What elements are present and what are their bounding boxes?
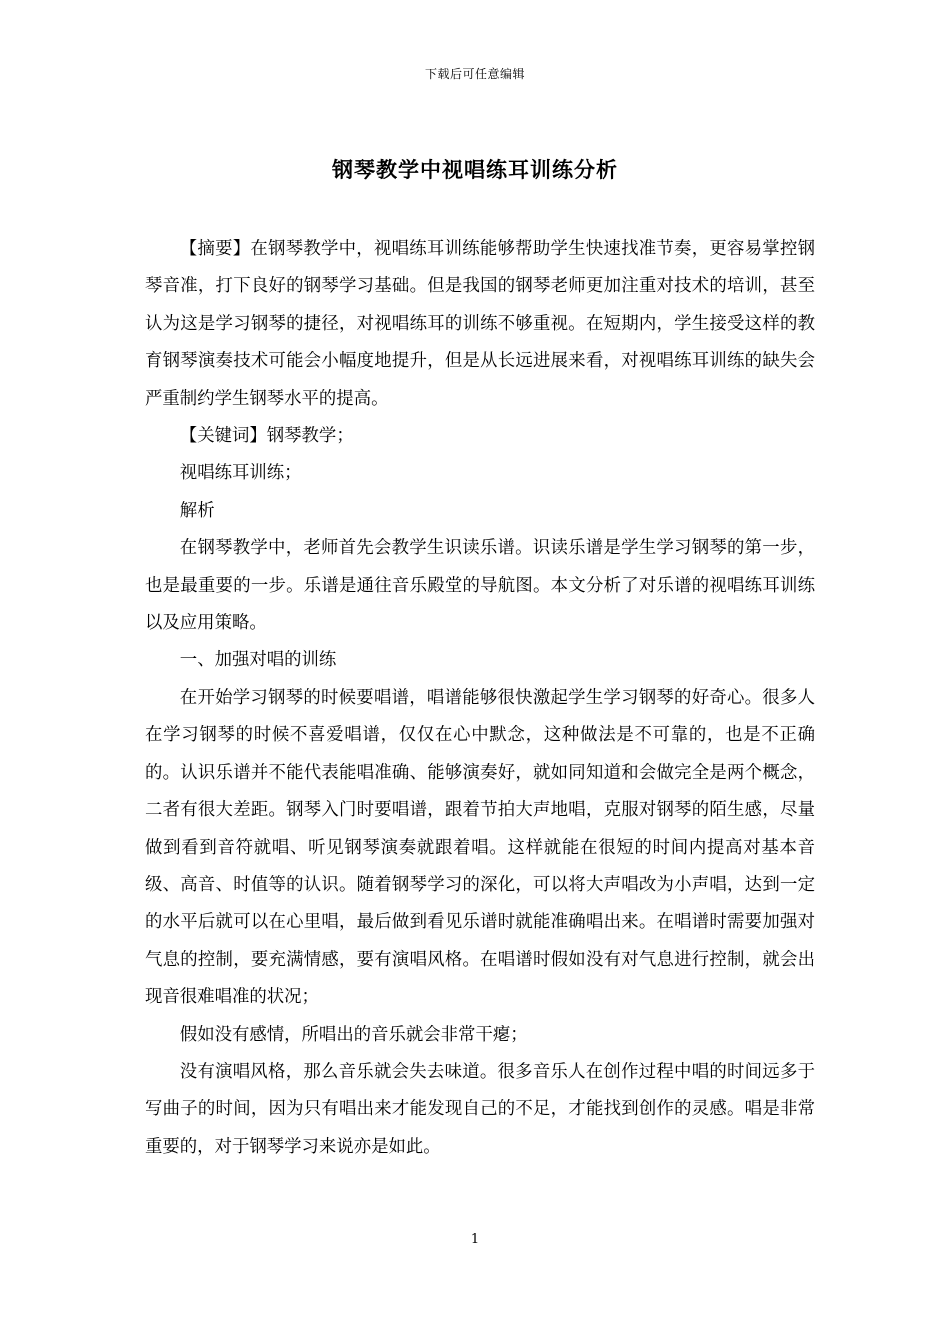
intro-paragraph: 在钢琴教学中，老师首先会教学生识读乐谱。识读乐谱是学生学习钢琴的第一步，也是最重要的一步。乐谱是通往音乐殿堂的导航图。本文分析了对乐谱的视唱练耳训练以及应用策略。	[145, 538, 815, 634]
keywords-paragraph: 【关键词】钢琴教学；	[179, 426, 354, 447]
body-paragraph: 假如没有感情，所唱出的音乐就会非常干瘪；	[179, 1024, 528, 1045]
abstract-paragraph: 【摘要】在钢琴教学中，视唱练耳训练能够帮助学生快速找准节奏，更容易掌控钢琴音准，打下良好的钢琴学习基础。但是我国的钢琴老师更加注重对技术的培训，甚至认为这是学习钢琴的捷径，对视唱练耳的训练不够重视。在短期内，学生接受这样的教育钢琴演奏技术可能会小幅度地提升，但是从长远进展来看，对视唱练耳训练的缺失会严重制约学生钢琴水平的提高。	[145, 239, 815, 409]
body-paragraph: 没有演唱风格，那么音乐就会失去味道。很多音乐人在创作过程中唱的时间远多于写曲子的时间，因为只有唱出来才能发现自己的不足，才能找到创作的灵感。唱是非常重要的，对于钢琴学习来说亦是如此。	[145, 1061, 815, 1157]
keyword-line: 视唱练耳训练；	[179, 463, 302, 484]
section-heading: 一、加强对唱的训练	[179, 650, 337, 671]
page-number: 1	[470, 1232, 480, 1247]
document-body	[145, 231, 815, 1166]
header-note: 下载后可任意编辑	[424, 67, 525, 81]
body-paragraph: 在开始学习钢琴的时候要唱谱，唱谱能够很快激起学生学习钢琴的好奇心。很多人在学习钢琴的时候不喜爱唱谱，仅仅在心中默念，这种做法是不可靠的，也是不正确的。认识乐谱并不能代表能唱准确、能够演奏好，就如同知道和会做完全是两个概念，二者有很大差距。钢琴入门时要唱谱，跟着节拍大声地唱，克服对钢琴的陌生感，尽量做到看到音符就唱、听见钢琴演奏就跟着唱。这样就能在很短的时间内提高对基本音级、高音、时值等的认识。随着钢琴学习的深化，可以将大声唱改为小声唱，达到一定的水平后就可以在心里唱，最后做到看见乐谱时就能准确唱出来。在唱谱时需要加强对气息的控制，要充满情感，要有演唱风格。在唱谱时假如没有对气息进行控制，就会出现音很难唱准的状况；	[145, 687, 815, 1008]
keyword-line: 解析	[179, 500, 215, 521]
document-title: 钢琴教学中视唱练耳训练分析	[332, 157, 618, 182]
